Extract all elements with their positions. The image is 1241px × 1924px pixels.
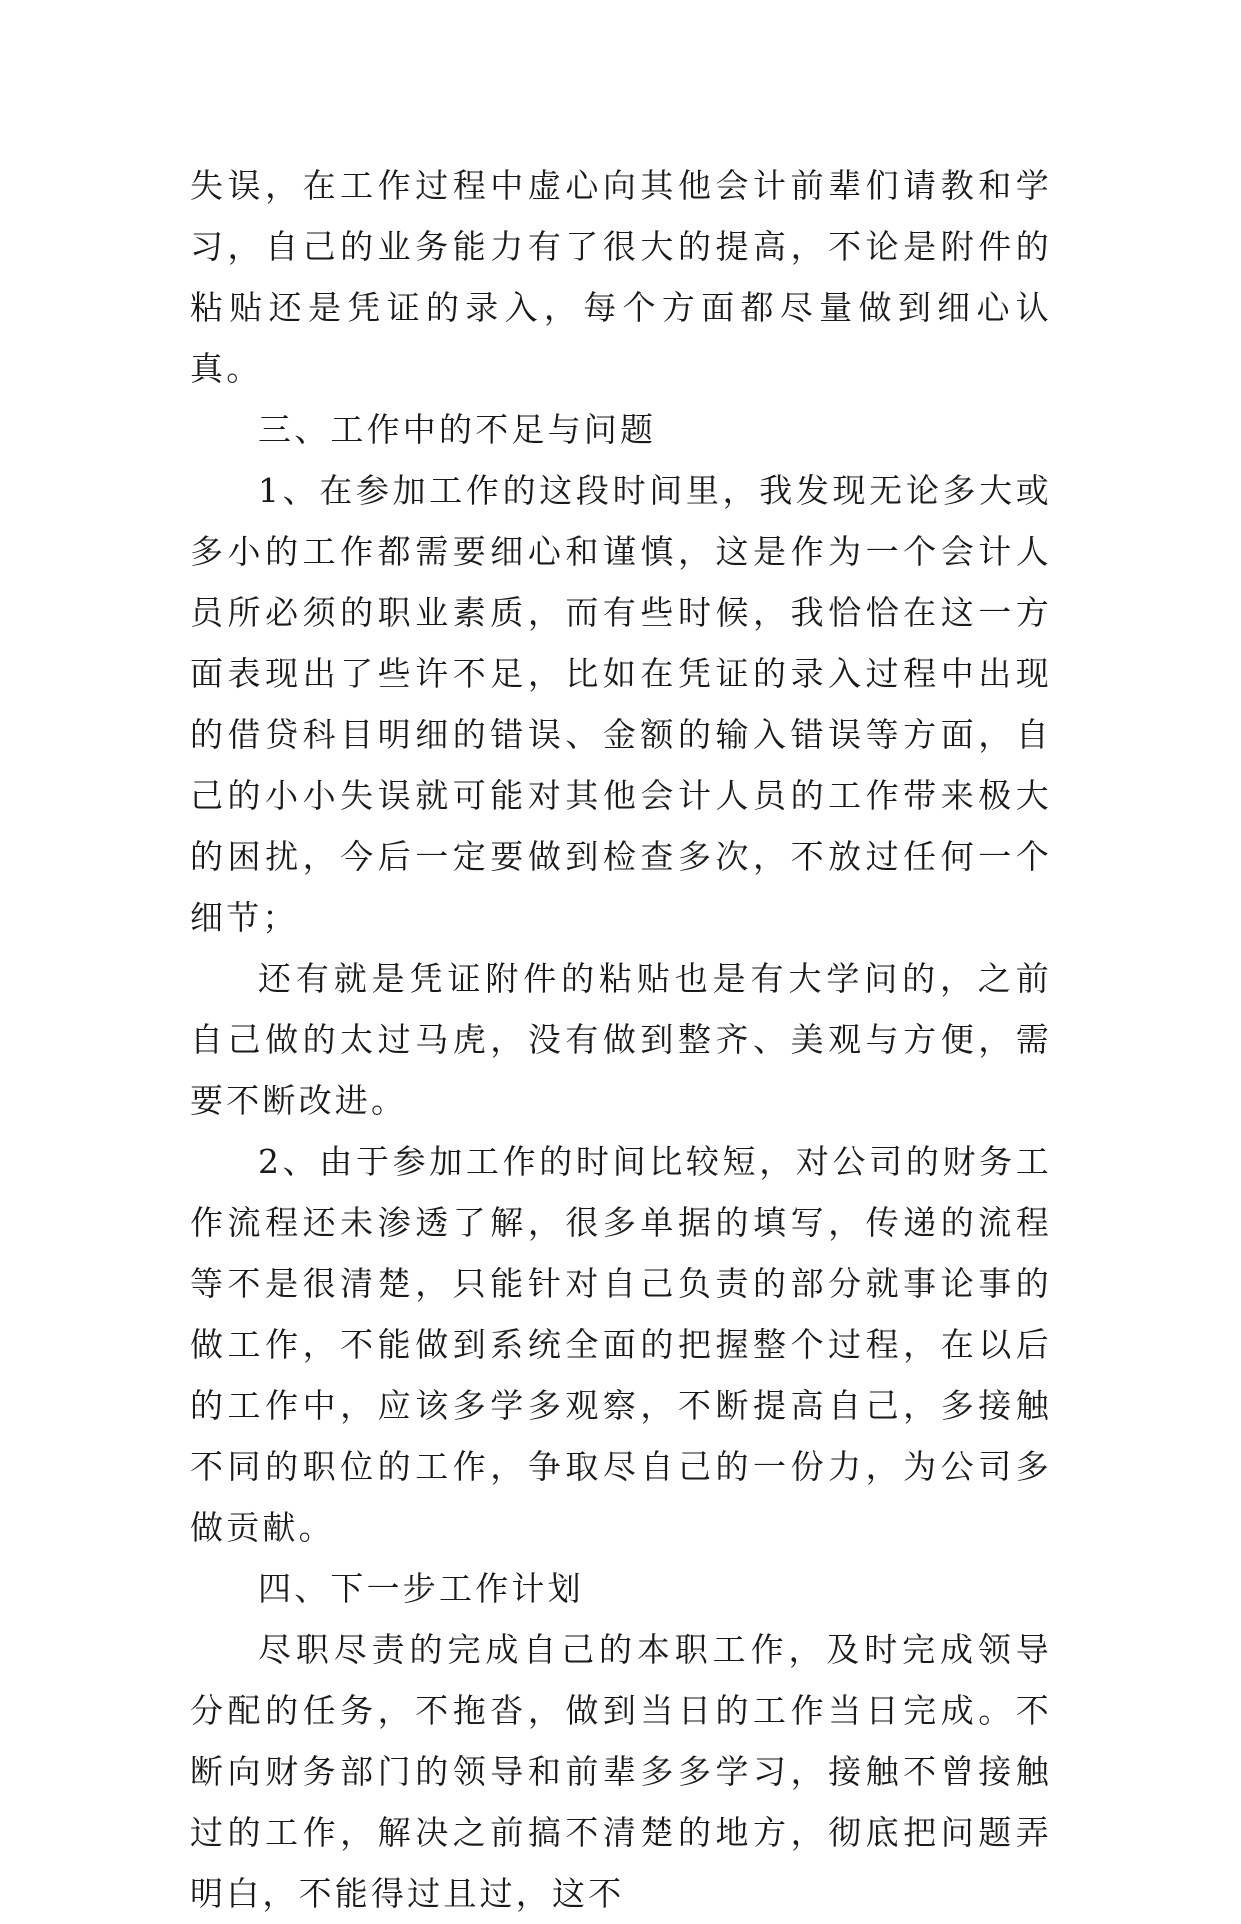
paragraph-voucher-attachments: 还有就是凭证附件的粘贴也是有大学问的，之前自己做的太过马虎，没有做到整齐、美观与方便，需要不断改进。: [190, 959, 1052, 1120]
paragraph-issue-1: 1、在参加工作的这段时间里，我发现无论多大或多小的工作都需要细心和谨慎，这是作为一个会计人员所必须的职业素质，而有些时候，我恰恰在这一方面表现出了些许不足，比如在凭证的录入过程中出现的借贷科目明细的错误、金额的输入错误等方面，自己的小小失误就可能对其他会计人员的工作带来极大的困扰，今后一定要做到检查多次，不放过任何一个细节；: [190, 471, 1052, 937]
section-heading-3: 三、工作中的不足与问题: [258, 410, 657, 449]
paragraph-next-plan: 尽职尽责的完成自己的本职工作，及时完成领导分配的任务，不拖沓，做到当日的工作当日完成。不断向财务部门的领导和前辈多多学习，接触不曾接触过的工作，解决之前搞不清楚的地方，彻底把问题弄明白，不能得过且过，这不: [190, 1630, 1052, 1913]
section-heading-4: 四、下一步工作计划: [258, 1569, 584, 1608]
paragraph-issue-2: 2、由于参加工作的时间比较短，对公司的财务工作流程还未渗透了解，很多单据的填写，传递的流程等不是很清楚，只能针对自己负责的部分就事论事的做工作，不能做到系统全面的把握整个过程，在以后的工作中，应该多学多观察，不断提高自己，多接触不同的职位的工作，争取尽自己的一份力，为公司多做贡献。: [190, 1142, 1052, 1547]
document-body: [190, 155, 1052, 1924]
paragraph-continuation: 失误，在工作过程中虚心向其他会计前辈们请教和学习，自己的业务能力有了很大的提高，不论是附件的粘贴还是凭证的录入，每个方面都尽量做到细心认真。: [190, 166, 1052, 388]
